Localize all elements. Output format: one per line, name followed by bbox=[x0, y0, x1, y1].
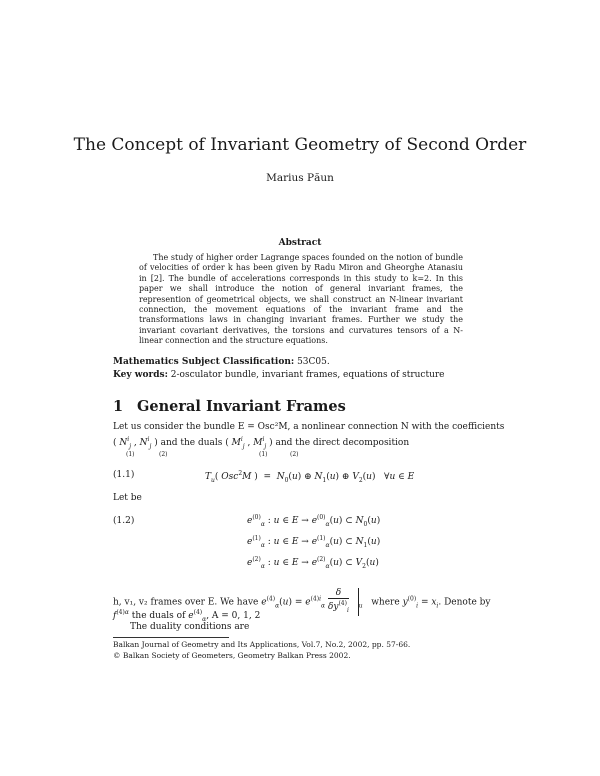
index-2b: (2) bbox=[290, 451, 299, 458]
index-1b: (1) bbox=[259, 451, 268, 458]
equation-1-2-line2: $e^{(1)}_\alpha$ : u ∈ $E \to e^{(1)}_\alpha(u)$ ⊂ $N_1(u)$ bbox=[247, 535, 381, 549]
frames-paragraph: h, v₁, v₂ frames over E. We have $e^{(4)}_\alpha(u) = e^{(4)i}_\alpha$ $\frac{\delta}{\delta y^{(4)}_i}$ $_u$ where $y^{(0)}_i = x_i$. Denote by bbox=[113, 588, 490, 616]
equation-label-1-2: (1.2) bbox=[113, 516, 135, 526]
coef-n1: $N^i_j$ bbox=[119, 436, 132, 450]
footnote-journal: Balkan Journal of Geometry and Its Applications, Vol.7, No.2, 2002, pp. 57-66. bbox=[113, 640, 411, 649]
paper-title: The Concept of Invariant Geometry of Second Order bbox=[73, 135, 527, 155]
equation-1-2-line3: $e^{(2)}_\alpha$ : u ∈ $E \to e^{(2)}_\alpha(u)$ ⊂ $V_2(u)$ bbox=[247, 556, 379, 570]
keywords-value: 2-osculator bundle, invariant frames, equations of structure bbox=[170, 370, 445, 380]
abstract-heading: Abstract bbox=[278, 238, 322, 248]
section-heading bbox=[113, 398, 346, 415]
partial-fraction: $\frac{\delta}{\delta y^{(4)}_i}$ bbox=[327, 588, 349, 614]
index-1a: (1) bbox=[126, 451, 135, 458]
section-title: General Invariant Frames bbox=[137, 398, 346, 415]
equation-1-1: $T_u$( Osc$^2$M ) = $N_0(u)$ ⊕ $N_1(u)$ ⊕ $V_2(u)$ ∀u ∈ E bbox=[205, 470, 415, 484]
msc-line bbox=[113, 357, 330, 367]
let-be-text: Let be bbox=[113, 493, 142, 503]
intro-paragraph: Let us consider the bundle E = Osc²M, a nonlinear connection N with the coefficients bbox=[113, 422, 505, 432]
keywords-label: Key words: bbox=[113, 370, 168, 380]
abstract-text: The study of higher order Lagrange spaces founded on the notion of bundle of velocities of order k has been given by Radu Miron and Gheorghe Atanasiu in [2]. The bundle of accelerations corresponds in this study to k=2. In this paper we shall introduce the notion of general invariant frames, the represention of geometrical objects, we shall construct an N-linear invariant connection, the movement equations of the invariant frame and the transformations laws in changing invariant frames. Further we study the invariant covariant derivatives, the torsions and curvatures tensors of a N-linear connection and the structure equations. bbox=[139, 253, 463, 346]
footnote-copyright: © Balkan Society of Geometers, Geometry Balkan Press 2002. bbox=[113, 651, 351, 660]
section-number: 1 bbox=[113, 398, 124, 415]
author-name: Marius Păun bbox=[266, 172, 334, 184]
msc-label: Mathematics Subject Classification: bbox=[113, 357, 295, 367]
index-2a: (2) bbox=[159, 451, 168, 458]
duals-paragraph: $f^{(4)\alpha}$ the duals of $e^{(4)}_\alpha$, A = 0, 1, 2 bbox=[113, 609, 261, 623]
footnote-rule bbox=[113, 637, 229, 638]
dual-m1: $M^i_j$ bbox=[231, 436, 245, 450]
keywords-line bbox=[113, 370, 445, 380]
equation-1-2-line1: $e^{(0)}_\alpha$ : u ∈ $E \to e^{(0)}_\alpha(u)$ ⊂ $N_0(u)$ bbox=[247, 514, 381, 528]
dual-m2: $M^i_j$ bbox=[253, 436, 267, 450]
msc-value: 53C05. bbox=[297, 357, 330, 367]
coef-n2: $N^i_j$ bbox=[139, 436, 152, 450]
intro-paragraph-cont: ( $N^i_j$ , $N^i_j$ ) and the duals ( $M^i_j$ , $M^i_j$ ) and the direct decomposition bbox=[113, 436, 410, 450]
equation-label-1-1: (1.1) bbox=[113, 470, 135, 480]
duality-paragraph: The duality conditions are bbox=[130, 622, 250, 632]
